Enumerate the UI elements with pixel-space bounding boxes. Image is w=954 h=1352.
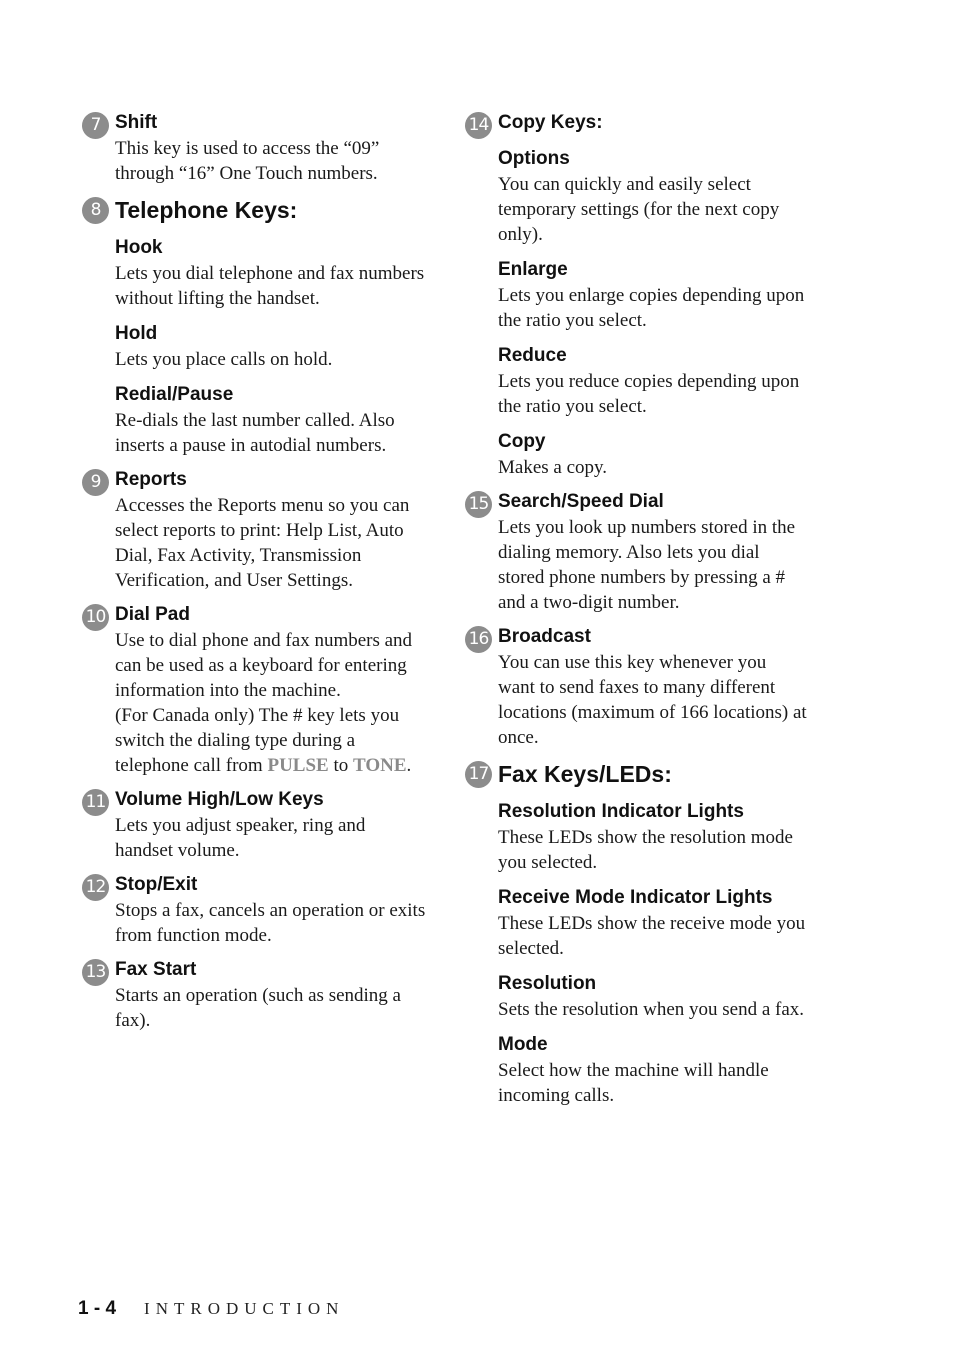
page-number: 1 - 4 — [78, 1298, 117, 1319]
number-badge: 8 — [82, 197, 109, 224]
body-line: Accesses the Reports menu so you can — [115, 495, 410, 516]
body-line: Lets you dial telephone and fax numbers — [115, 263, 425, 284]
body-line: can be used as a keyboard for entering — [115, 655, 407, 676]
body-line: You can quickly and easily select — [498, 174, 751, 195]
body-line: Lets you look up numbers stored in the — [498, 517, 796, 538]
section-title: Stop/Exit — [115, 874, 198, 895]
section-shift — [82, 110, 442, 186]
body-line: Lets you place calls on hold. — [115, 349, 333, 370]
section-search-speed-dial — [465, 489, 830, 615]
page-footer — [78, 1298, 344, 1320]
body-line: information into the machine. — [115, 680, 341, 701]
subsection-title: Redial/Pause — [115, 384, 234, 405]
subsection-title: Receive Mode Indicator Lights — [498, 887, 773, 908]
body-line: This key is used to access the “09” — [115, 138, 380, 159]
right-column — [465, 110, 830, 1108]
body-line: Re-dials the last number called. Also — [115, 410, 395, 431]
section-reports — [82, 467, 442, 593]
section-telephone-keys — [82, 195, 442, 458]
number-badge: 11 — [82, 789, 109, 816]
body-line: select reports to print: Help List, Auto — [115, 520, 404, 541]
body-line: through “16” One Touch numbers. — [115, 163, 378, 184]
number-badge: 9 — [82, 469, 109, 496]
subsection-title: Options — [498, 148, 570, 169]
body-line — [115, 753, 442, 778]
tone-label: TONE — [353, 755, 407, 776]
body-line: you selected. — [498, 852, 598, 873]
subsection-title: Reduce — [498, 345, 567, 366]
body-line: stored phone numbers by pressing a # — [498, 567, 786, 588]
body-line: temporary settings (for the next copy — [498, 199, 780, 220]
number-badge: 15 — [465, 491, 492, 518]
body-line: Lets you reduce copies depending upon — [498, 371, 800, 392]
body-line: switch the dialing type during a — [115, 730, 356, 751]
number-badge: 7 — [82, 112, 109, 139]
subsection-title: Resolution Indicator Lights — [498, 801, 744, 822]
subsection-title: Copy — [498, 431, 546, 452]
body-line: handset volume. — [115, 840, 240, 861]
body-line: the ratio you select. — [498, 396, 647, 417]
number-badge: 14 — [465, 112, 492, 139]
body-line: Makes a copy. — [498, 457, 608, 478]
body-line: You can use this key whenever you — [498, 652, 767, 673]
subsection-title: Enlarge — [498, 259, 568, 280]
body-line: Dial, Fax Activity, Transmission — [115, 545, 362, 566]
body-line: selected. — [498, 938, 564, 959]
number-badge: 13 — [82, 959, 109, 986]
subsection-title: Resolution — [498, 973, 597, 994]
section-title: Copy Keys: — [498, 112, 603, 133]
text-run: . — [406, 755, 412, 776]
section-title: Broadcast — [498, 626, 591, 647]
body-line: These LEDs show the resolution mode — [498, 827, 793, 848]
chapter-title: INTRODUCTION — [144, 1299, 345, 1318]
body-line: Verification, and User Settings. — [115, 570, 353, 591]
body-line: Use to dial phone and fax numbers and — [115, 630, 413, 651]
section-volume — [82, 787, 442, 863]
section-title: Shift — [115, 112, 158, 133]
section-title: Dial Pad — [115, 604, 190, 625]
body-line: Lets you enlarge copies depending upon — [498, 285, 805, 306]
subsection-title: Hold — [115, 323, 158, 344]
body-line: want to send faxes to many different — [498, 677, 776, 698]
body-line: from function mode. — [115, 925, 272, 946]
body-line: incoming calls. — [498, 1085, 615, 1106]
pulse-label: PULSE — [267, 755, 329, 776]
section-title: Search/Speed Dial — [498, 491, 664, 512]
body-line: dialing memory. Also lets you dial — [498, 542, 760, 563]
body-line: Starts an operation (such as sending a — [115, 985, 401, 1006]
section-stop-exit — [82, 872, 442, 948]
body-line: (For Canada only) The # key lets you — [115, 705, 400, 726]
number-badge: 16 — [465, 626, 492, 653]
subsection-title: Hook — [115, 237, 163, 258]
body-line: inserts a pause in autodial numbers. — [115, 435, 387, 456]
section-fax-start — [82, 957, 442, 1033]
body-line: locations (maximum of 166 locations) at — [498, 702, 807, 723]
body-line: only). — [498, 224, 543, 245]
number-badge: 17 — [465, 761, 492, 788]
section-dial-pad — [82, 602, 442, 778]
body-line: fax). — [115, 1010, 151, 1031]
section-title: Telephone Keys: — [115, 197, 298, 223]
number-badge: 12 — [82, 874, 109, 901]
section-title: Reports — [115, 469, 187, 490]
body-line: the ratio you select. — [498, 310, 647, 331]
body-line: Sets the resolution when you send a fax. — [498, 999, 805, 1020]
body-line: Select how the machine will handle — [498, 1060, 769, 1081]
body-line: and a two-digit number. — [498, 592, 680, 613]
section-title: Fax Keys/LEDs: — [498, 761, 672, 787]
body-line: These LEDs show the receive mode you — [498, 913, 806, 934]
section-title: Fax Start — [115, 959, 197, 980]
text-run: to — [328, 755, 353, 776]
subsection-title: Mode — [498, 1034, 548, 1055]
number-badge: 10 — [82, 604, 109, 631]
body-line: Stops a fax, cancels an operation or exits — [115, 900, 426, 921]
section-broadcast — [465, 624, 830, 750]
section-title: Volume High/Low Keys — [115, 789, 324, 810]
text-run: telephone call from — [115, 755, 268, 776]
body-line: without lifting the handset. — [115, 288, 320, 309]
section-copy-keys — [465, 110, 830, 480]
body-line: once. — [498, 727, 539, 748]
section-fax-keys — [465, 759, 830, 1108]
left-column — [82, 110, 442, 1033]
body-line: Lets you adjust speaker, ring and — [115, 815, 366, 836]
